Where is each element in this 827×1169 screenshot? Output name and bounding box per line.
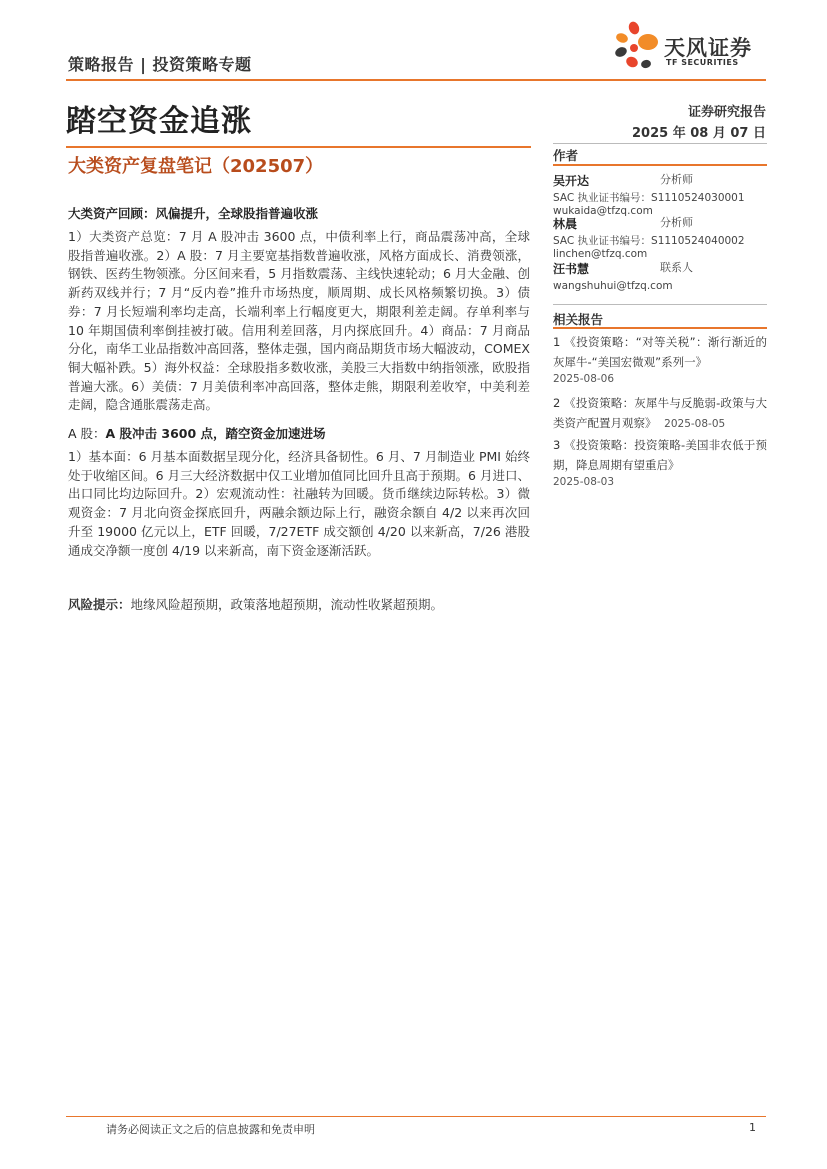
author-card-2	[553, 213, 767, 260]
section-heading-prefix: A 股：	[68, 426, 106, 441]
company-logo	[612, 20, 762, 72]
author-email[interactable]: wukaida@tfzq.com	[553, 205, 653, 217]
related-report-1[interactable]: 1 《投资策略：“对等关税”：渐行渐近的灰犀牛-“美国宏微观”系列一》	[553, 335, 767, 369]
risk-text: 地缘风险超预期，政策落地超预期，流动性收紧超预期。	[130, 597, 444, 612]
related-report-3[interactable]: 3 《投资策略：投资策略-美国非农低于预期，降息周期有望重启》	[553, 438, 767, 472]
review-paragraph: 1）大类资产总览：7 月 A 股冲击 3600 点，中债利率上行，商品震荡冲高，全球股指普遍收涨。2）A 股：7 月主要宽基指数普遍收涨，风格方面成长、消费领涨，钢铁、医药生物领涨。分区间来看，5 月指数震荡、主线快速轮动；6 月大金融、创新药双线并行；7 月“反内卷”推升市场热度，顺周期、成长风格频繁切换。3）债券：7 月长短端利率均走高，长端利率上行幅度更大，期限利差走阔。存单利率与 10 年期国债利率倒挂被打破。信用利差回落，月内探底回升。4）商品：7 月商品分化，南华工业品指数冲高回落，整体走强，国内商品期货市场大幅波动，COMEX 铜大幅补跌。5）海外权益：全球股指多数收涨，美股三大指数中纳指领涨，欧股指普遍大涨。6）美债：7 月美债利率冲高回落，整体走熊，期限利差收窄，中美利差走阔，隐含通胀震荡走高。	[68, 229, 530, 413]
report-date: 2025 年 08 月 07 日	[632, 126, 766, 141]
report-subtitle: 大类资产复盘笔记（202507）	[68, 156, 324, 177]
page-number: 1	[749, 1121, 756, 1134]
author-email[interactable]: linchen@tfzq.com	[553, 248, 648, 260]
cert-label: SAC 执业证书编号：	[553, 235, 652, 247]
related-report-2-date: 2025-08-05	[664, 418, 726, 430]
authors-divider	[553, 164, 767, 166]
cert-number: S1110524040002	[651, 235, 745, 247]
related-report-2[interactable]	[553, 393, 767, 434]
author-name: 汪书慧	[553, 262, 590, 276]
section-heading-ashare	[68, 424, 326, 442]
authors-heading: 作者	[553, 148, 579, 163]
related-report-3-date: 2025-08-03	[553, 476, 615, 488]
section-body-review	[68, 228, 530, 415]
related-top-rule	[553, 304, 767, 305]
risk-warning	[68, 595, 443, 613]
logo-text-en: TF SECURITIES	[666, 58, 739, 67]
related-list	[553, 332, 767, 488]
subtitle-divider	[66, 146, 531, 148]
author-role: 分析师	[660, 173, 693, 186]
ashare-paragraph: 1）基本面：6 月基本面数据呈现分化，经济具备韧性。6 月、7 月制造业 PMI 始终处于收缩区间。6 月三大经济数据中仅工业增加值同比回升且高于预期。6 月进口、出口同比均边际回升。2）宏观流动性：社融转为回暖。货币继续边际转松。3）微观资金：7 月北向资金探底回升，两融余额边际上行，融资余额自 4/2 以来再次回升至 19000 亿元以上，ETF 回暖，7/27ETF 成交额创 4/20 以来新高，7/26 港股通成交净额一度创 4/19 以来新高，南下资金逐渐活跃。	[68, 449, 530, 558]
cert-label: SAC 执业证书编号：	[553, 192, 652, 204]
related-report-2-title: 2 《投资策略：灰犀牛与反脆弱-政策与大类资产配置月观察》	[553, 396, 767, 430]
section-body-ashare	[68, 448, 530, 560]
related-report-1-date: 2025-08-06	[553, 373, 615, 385]
author-role: 联系人	[660, 261, 693, 274]
logo-text-cn: 天风证券	[664, 36, 752, 60]
author-name: 吴开达	[553, 174, 590, 188]
cert-number: S1110524030001	[651, 192, 745, 204]
footer-divider	[66, 1116, 766, 1117]
footer-disclaimer: 请务必阅读正文之后的信息披露和免责申明	[106, 1123, 315, 1136]
header-divider	[66, 79, 766, 81]
report-type: 证券研究报告	[687, 105, 766, 120]
report-title: 踏空资金追涨	[66, 104, 252, 139]
report-category: 策略报告 | 投资策略专题	[68, 55, 252, 74]
related-divider	[553, 327, 767, 329]
author-role: 分析师	[660, 216, 693, 229]
author-name: 林晨	[553, 217, 578, 231]
author-card-1	[553, 170, 767, 217]
risk-label: 风险提示：	[68, 597, 131, 612]
logo-mark-icon	[612, 20, 662, 72]
section-heading-text: A 股冲击 3600 点，踏空资金加速进场	[105, 426, 326, 441]
section-heading-review: 大类资产回顾：风偏提升，全球股指普遍收涨	[68, 206, 319, 221]
author-cert	[553, 190, 767, 205]
sidebar-top-rule	[553, 143, 767, 144]
author-card-3	[553, 258, 767, 292]
author-cert	[553, 233, 767, 248]
author-email[interactable]: wangshuhui@tfzq.com	[553, 280, 673, 292]
related-heading: 相关报告	[553, 312, 604, 327]
